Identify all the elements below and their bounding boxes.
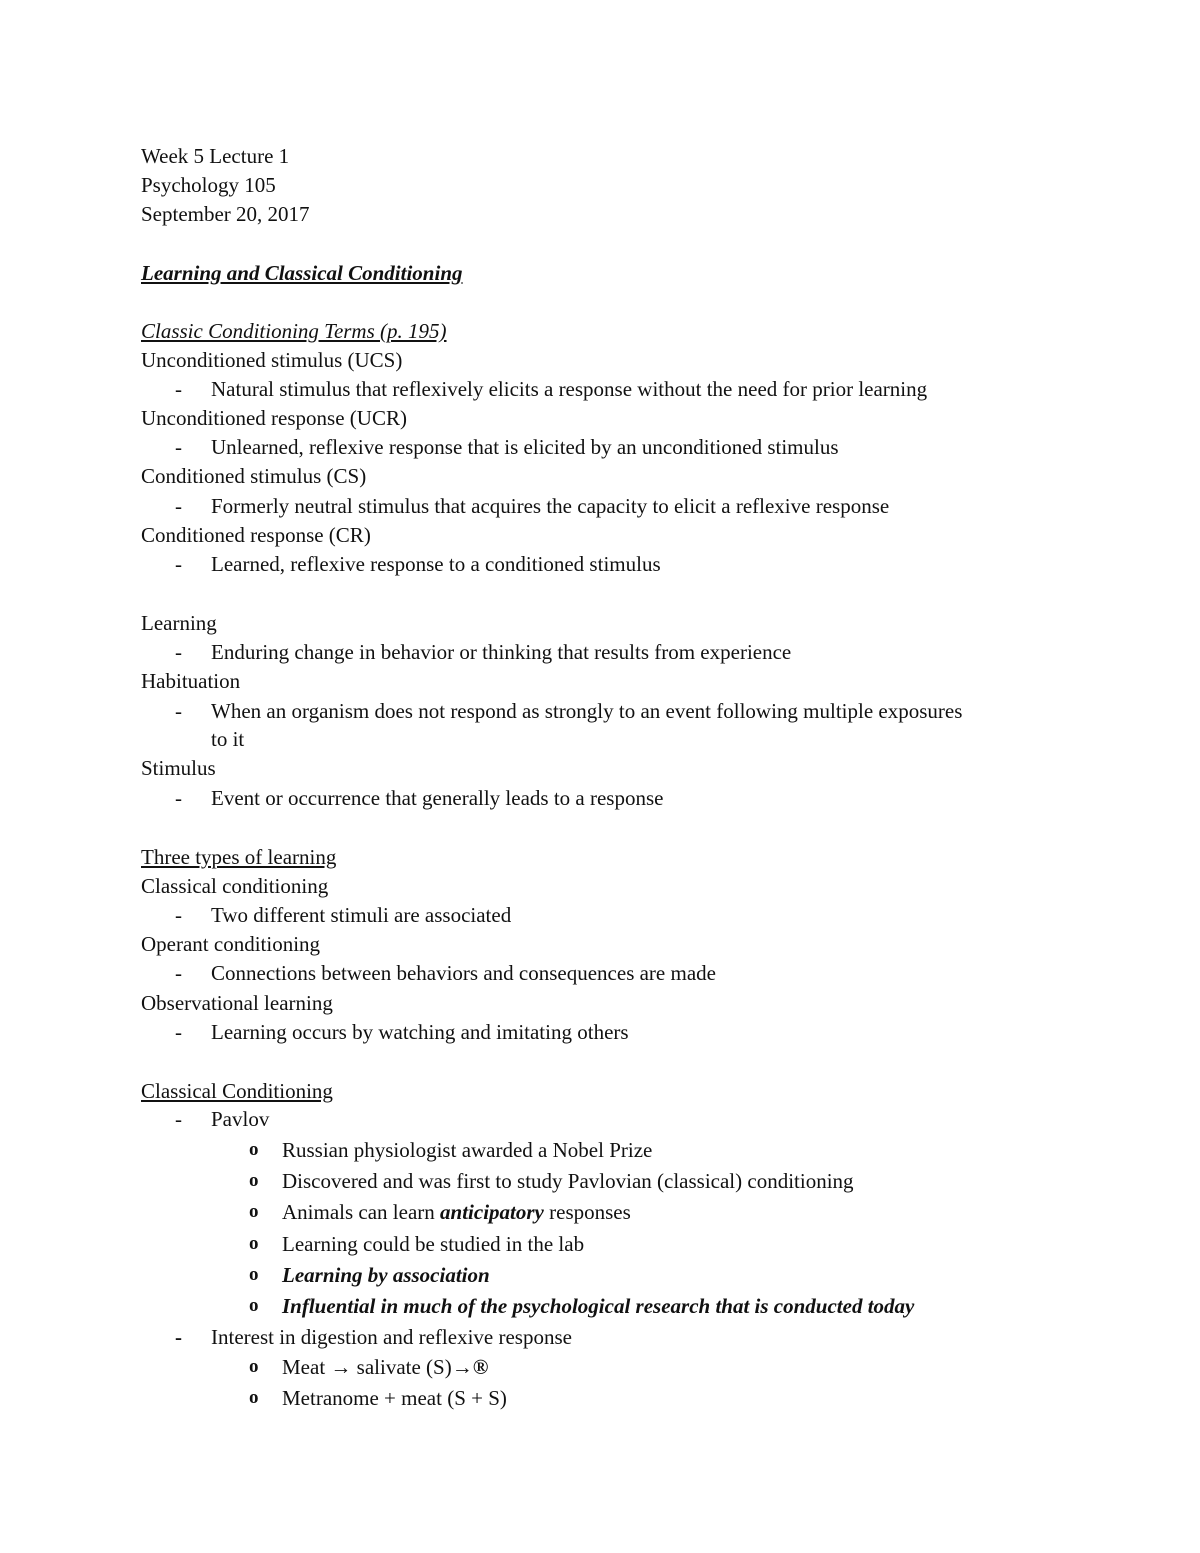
dash-marker: -: [175, 1020, 182, 1044]
def-learning: Enduring change in behavior or thinking that results from experience: [211, 640, 792, 664]
def-cs: Formerly neutral stimulus that acquires the capacity to elicit a reflexive response: [211, 494, 890, 518]
header-course: Psychology 105: [141, 173, 276, 197]
type-classical: Classical conditioning: [141, 874, 329, 898]
concept-stimulus: Stimulus: [141, 756, 216, 780]
salivate-text: salivate (S): [356, 1355, 452, 1379]
pavlov-point-5: Learning by association: [282, 1263, 490, 1287]
bullet-marker: o: [249, 1356, 259, 1377]
bullet-marker: o: [249, 1139, 259, 1160]
def-ucr: Unlearned, reflexive response that is elicited by an unconditioned stimulus: [211, 435, 839, 459]
def-habituation: When an organism does not respond as strongly to an event following multiple exposures: [211, 699, 963, 723]
dash-marker: -: [175, 1325, 182, 1349]
term-ucs: Unconditioned stimulus (UCS): [141, 348, 403, 372]
pavlov-point-2: Discovered and was first to study Pavlovian (classical) conditioning: [282, 1169, 854, 1193]
pavlov-item: Pavlov: [211, 1107, 270, 1131]
pavlov-point-1: Russian physiologist awarded a Nobel Prize: [282, 1138, 653, 1162]
arrow-icon: →: [330, 1355, 352, 1379]
classical-heading: Classical Conditioning: [141, 1079, 333, 1103]
point-3-text-a: Animals can learn: [282, 1200, 435, 1224]
terms-heading: Classic Conditioning Terms (p. 195): [141, 319, 447, 343]
metronome-item: Metranome + meat (S + S): [282, 1386, 507, 1410]
dash-marker: -: [175, 961, 182, 985]
header-week: Week 5 Lecture 1: [141, 144, 290, 168]
concept-learning: Learning: [141, 611, 217, 635]
type-operant: Operant conditioning: [141, 932, 321, 956]
def-observational: Learning occurs by watching and imitating others: [211, 1020, 629, 1044]
dash-marker: -: [175, 494, 182, 518]
def-ucs: Natural stimulus that reflexively elicits a response without the need for prior learning: [211, 377, 928, 401]
bullet-marker: o: [249, 1387, 259, 1408]
pavlov-point-6: Influential in much of the psychological research that is conducted today: [282, 1294, 915, 1318]
dash-marker: -: [175, 786, 182, 810]
bullet-marker: o: [249, 1295, 259, 1316]
def-stimulus: Event or occurrence that generally leads to a response: [211, 786, 664, 810]
def-classical: Two different stimuli are associated: [211, 903, 512, 927]
meat-salivate-item: [282, 1353, 488, 1381]
document-title: Learning and Classical Conditioning: [141, 261, 463, 285]
arrow-icon: →: [451, 1355, 473, 1379]
dash-marker: -: [175, 1107, 182, 1131]
dash-marker: -: [175, 435, 182, 459]
dash-marker: -: [175, 903, 182, 927]
dash-marker: -: [175, 552, 182, 576]
header-date: September 20, 2017: [141, 202, 310, 226]
pavlov-point-3: [282, 1198, 631, 1226]
types-heading: Three types of learning: [141, 845, 337, 869]
meat-text: Meat: [282, 1355, 326, 1379]
concept-habituation: Habituation: [141, 669, 241, 693]
def-habituation-cont: to it: [211, 727, 245, 751]
point-3-text-c: responses: [549, 1200, 631, 1224]
registered-mark: ®: [472, 1355, 489, 1379]
def-operant: Connections between behaviors and consequences are made: [211, 961, 716, 985]
bullet-marker: o: [249, 1233, 259, 1254]
interest-item: Interest in digestion and reflexive response: [211, 1325, 572, 1349]
term-ucr: Unconditioned response (UCR): [141, 406, 407, 430]
bullet-marker: o: [249, 1264, 259, 1285]
dash-marker: -: [175, 699, 182, 723]
term-cs: Conditioned stimulus (CS): [141, 464, 367, 488]
bullet-marker: o: [249, 1170, 259, 1191]
point-3-emphasis: anticipatory: [440, 1200, 544, 1224]
term-cr: Conditioned response (CR): [141, 523, 371, 547]
dash-marker: -: [175, 640, 182, 664]
dash-marker: -: [175, 377, 182, 401]
pavlov-point-4: Learning could be studied in the lab: [282, 1232, 585, 1256]
bullet-marker: o: [249, 1201, 259, 1222]
def-cr: Learned, reflexive response to a conditioned stimulus: [211, 552, 661, 576]
type-observational: Observational learning: [141, 991, 333, 1015]
